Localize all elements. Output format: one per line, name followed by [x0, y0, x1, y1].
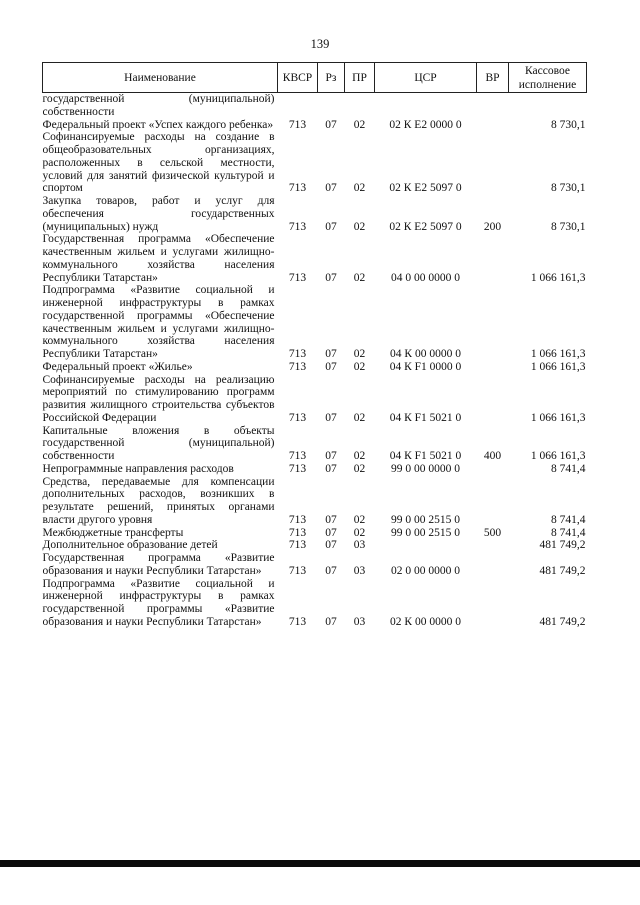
table-body: [43, 93, 587, 629]
row-vr: [477, 578, 509, 629]
table-row: [43, 476, 587, 527]
row-name: Государственная программа «Развитие образования и науки Республики Татарстан»: [42, 552, 275, 577]
row-vr: [477, 233, 509, 284]
row-rz: 07: [325, 348, 337, 360]
row-kvsr: [278, 93, 318, 119]
row-kvsr: 713: [288, 360, 307, 373]
row-rz: 07: [325, 118, 337, 131]
row-amount: 8 741,4: [551, 513, 586, 526]
row-kvsr: 713: [288, 118, 307, 131]
row-pr: 02: [353, 411, 366, 424]
row-name: Межбюджетные трансферты: [42, 526, 184, 539]
row-name: Капитальные вложения в объекты государственной (муниципальной) собственности: [42, 424, 275, 462]
row-kvsr: 713: [288, 348, 307, 360]
row-rz: 07: [325, 615, 337, 628]
row-csr: 99 0 00 2515 0: [391, 513, 460, 526]
row-rz: [318, 93, 345, 119]
row-vr: [477, 131, 509, 195]
row-amount: 1 066 161,3: [530, 411, 586, 424]
table-row: [43, 552, 587, 578]
row-pr: 02: [353, 462, 366, 475]
table-row: [43, 93, 587, 119]
row-csr: 04 0 00 0000 0: [391, 271, 460, 284]
row-csr: 04 К F1 5021 0: [389, 411, 462, 424]
row-amount: 481 749,2: [539, 615, 586, 628]
row-amount: 8 741,4: [551, 462, 586, 475]
table-row: [43, 463, 587, 476]
table-row: [43, 425, 587, 463]
row-pr: 02: [353, 118, 366, 131]
row-amount: [509, 93, 587, 119]
row-rz: 07: [325, 271, 337, 284]
row-pr: 02: [353, 513, 366, 526]
row-name: Подпрограмма «Развитие социальной и инженерной инфраструктуры в рамках государственной программы «Обеспечение качественным жильем и услугами жилищно-коммунального хозяйства населения Республики Татарстан»: [42, 284, 275, 360]
row-csr: 02 К 00 0000 0: [390, 615, 461, 628]
row-rz: 07: [325, 564, 337, 577]
row-name: Федеральный проект «Жилье»: [42, 360, 193, 373]
row-pr: 02: [353, 450, 366, 462]
row-vr: [477, 476, 509, 527]
row-rz: 07: [325, 526, 337, 539]
row-csr: 04 К F1 0000 0: [389, 360, 462, 373]
row-pr: 02: [353, 360, 366, 373]
table-row: [43, 374, 587, 425]
row-kvsr: 713: [288, 539, 307, 552]
row-kvsr: 713: [288, 182, 307, 195]
row-pr: 02: [353, 348, 366, 360]
row-kvsr: 713: [288, 450, 307, 462]
table-row: [43, 539, 587, 552]
row-kvsr: 713: [288, 411, 307, 424]
row-amount: 481 749,2: [539, 539, 586, 552]
row-amount: 481 749,2: [539, 564, 586, 577]
row-rz: 07: [325, 462, 337, 475]
row-pr: 02: [353, 182, 366, 195]
table-row: [43, 578, 587, 629]
row-vr: 400: [483, 450, 502, 462]
table-row: [43, 233, 587, 284]
row-csr: 99 0 00 0000 0: [391, 462, 460, 475]
row-vr: [477, 463, 509, 476]
row-amount: 1 066 161,3: [530, 271, 586, 284]
row-csr: [375, 539, 477, 552]
table-row: [43, 361, 587, 374]
row-name: Средства, передаваемые для компенсации дополнительных расходов, возникших в результате решений, принятых органами власти другого уровня: [42, 475, 275, 526]
row-kvsr: 713: [288, 513, 307, 526]
row-name: государственной (муниципальной) собственности: [42, 93, 275, 118]
row-name: Дополнительное образование детей: [42, 539, 218, 552]
page-number: 139: [310, 37, 330, 51]
row-vr: [477, 361, 509, 374]
row-kvsr: 713: [288, 271, 307, 284]
scan-bottom-bar: [0, 860, 640, 867]
row-amount: 1 066 161,3: [530, 360, 586, 373]
row-pr: 03: [353, 615, 366, 628]
table-row: [43, 195, 587, 233]
row-kvsr: 713: [288, 564, 307, 577]
row-vr: 200: [483, 220, 502, 233]
row-csr: [375, 93, 477, 119]
row-amount: 8 730,1: [551, 182, 586, 195]
header-pr: ПР: [345, 63, 375, 93]
table-row: [43, 119, 587, 132]
row-pr: [345, 93, 375, 119]
row-csr: 02 К Е2 5097 0: [389, 220, 462, 233]
row-pr: 03: [353, 539, 366, 552]
budget-execution-table: [42, 62, 587, 629]
row-pr: 02: [353, 271, 366, 284]
header-kvsr: КВСР: [278, 63, 318, 93]
row-amount: 8 730,1: [551, 220, 586, 233]
row-csr: 04 К F1 5021 0: [389, 450, 462, 462]
row-csr: 02 0 00 0000 0: [391, 564, 460, 577]
row-rz: 07: [325, 360, 337, 373]
header-name: Наименование: [43, 63, 278, 93]
row-kvsr: 713: [288, 615, 307, 628]
row-csr: 99 0 00 2515 0: [391, 526, 460, 539]
row-vr: 500: [483, 526, 502, 539]
row-amount: 1 066 161,3: [530, 348, 586, 360]
row-amount: 8 741,4: [551, 526, 586, 539]
row-rz: 07: [325, 539, 337, 552]
row-name: Софинансируемые расходы на реализацию мероприятий по стимулированию программ развития жилищного строительства субъектов Российской Федерации: [42, 373, 275, 424]
row-amount: 8 730,1: [551, 118, 586, 131]
row-name: Подпрограмма «Развитие социальной и инженерной инфраструктуры в рамках государственной программы «Развитие образования и науки Республики Татарстан»: [42, 577, 275, 628]
row-pr: 02: [353, 526, 366, 539]
table-header-row: [43, 63, 587, 93]
header-csr: ЦСР: [375, 63, 477, 93]
row-rz: 07: [325, 411, 337, 424]
row-name: Государственная программа «Обеспечение качественным жильем и услугами жилищно-коммунального хозяйства населения Республики Татарстан»: [42, 233, 275, 284]
row-pr: 02: [353, 220, 366, 233]
row-kvsr: 713: [288, 220, 307, 233]
row-name: Непрограммные направления расходов: [42, 462, 234, 475]
row-name: Софинансируемые расходы на создание в общеобразовательных организациях, расположенных в сельской местности, условий для занятий физической культурой и спортом: [42, 131, 275, 195]
row-vr: [477, 284, 509, 361]
table-row: [43, 284, 587, 361]
row-kvsr: 713: [288, 462, 307, 475]
row-vr: [477, 93, 509, 119]
row-kvsr: 713: [288, 526, 307, 539]
row-rz: 07: [325, 182, 337, 195]
row-csr: 02 К Е2 0000 0: [389, 118, 462, 131]
row-pr: 03: [353, 564, 366, 577]
row-csr: 04 К 00 0000 0: [390, 348, 461, 360]
row-vr: [477, 552, 509, 578]
header-amount: Кассовое исполнение: [509, 63, 587, 93]
table-row: [43, 131, 587, 195]
row-rz: 07: [325, 220, 337, 233]
row-name: Закупка товаров, работ и услуг для обеспечения государственных (муниципальных) нужд: [42, 195, 275, 233]
row-name: Федеральный проект «Успех каждого ребенка»: [42, 118, 274, 131]
row-rz: 07: [325, 513, 337, 526]
header-rz: Рз: [318, 63, 345, 93]
header-vr: ВР: [477, 63, 509, 93]
row-vr: [477, 119, 509, 132]
row-csr: 02 К Е2 5097 0: [389, 182, 462, 195]
table-row: [43, 527, 587, 540]
row-vr: [477, 374, 509, 425]
row-vr: [477, 539, 509, 552]
row-amount: 1 066 161,3: [530, 450, 586, 462]
row-rz: 07: [325, 450, 337, 462]
